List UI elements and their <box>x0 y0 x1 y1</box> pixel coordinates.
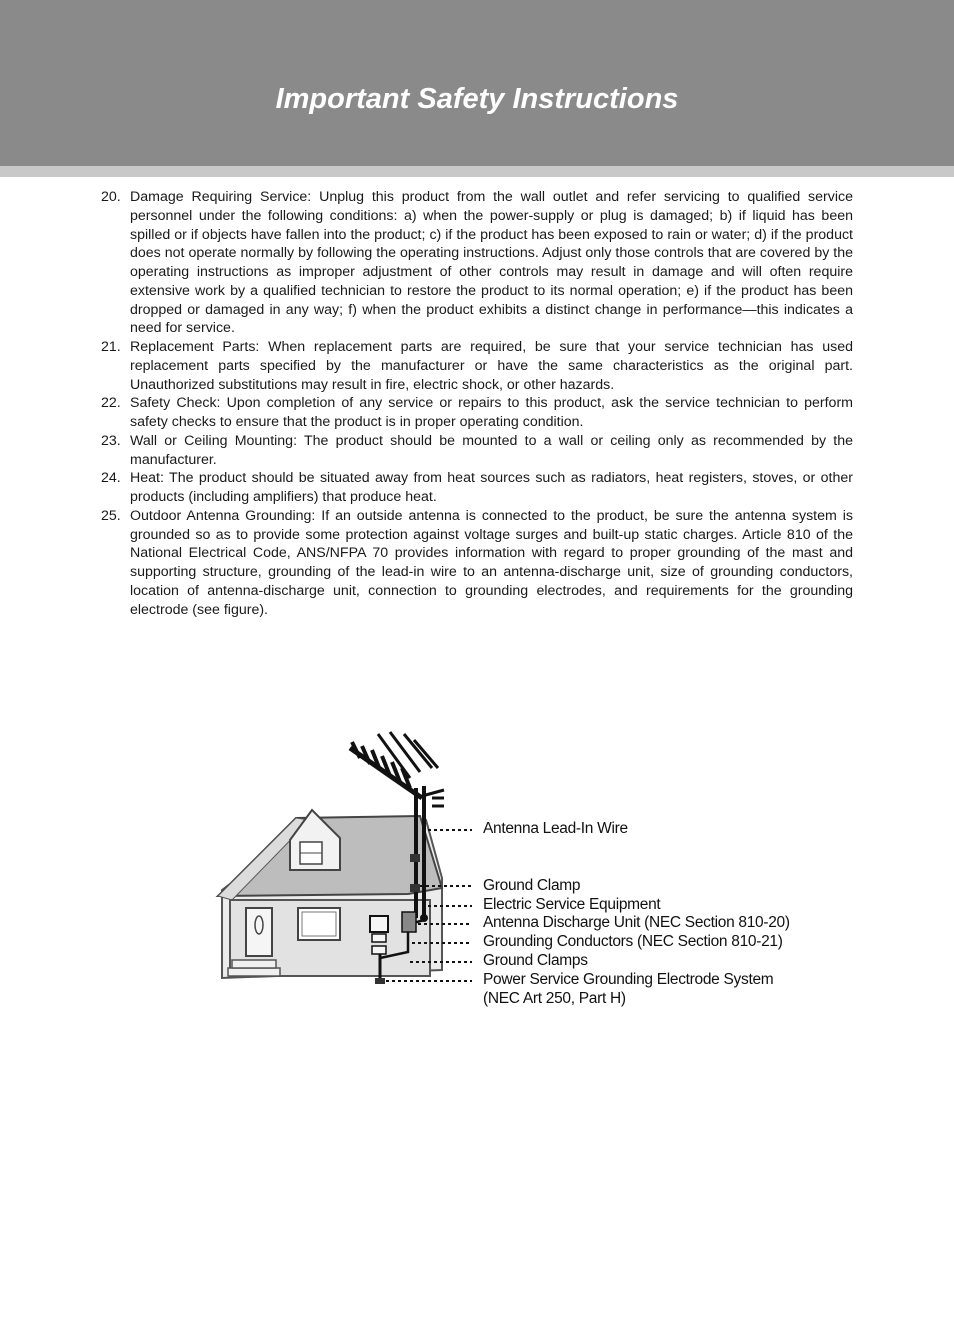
item-number: 20. <box>101 189 121 205</box>
label-antenna-discharge-unit: Antenna Discharge Unit (NEC Section 810-20) <box>483 914 790 932</box>
label-ground-clamp: Ground Clamp <box>483 876 581 894</box>
item-number: 22. <box>101 395 121 412</box>
label-electric-service-equipment: Electric Service Equipment <box>483 895 661 913</box>
label-lead-in-wire: Antenna Lead-In Wire <box>483 820 628 837</box>
label-grounding-electrode-reference: (NEC Art 250, Part H) <box>483 989 626 1007</box>
item-text: Wall or Ceiling Mounting: The product should be mounted to a wall or ceiling only as recommended by the manufacturer. <box>130 432 853 468</box>
instruction-24 <box>96 469 853 507</box>
instruction-20 <box>96 188 853 338</box>
header-divider <box>0 166 954 177</box>
safety-instructions-list <box>96 188 853 619</box>
instruction-21 <box>96 338 853 394</box>
item-text: Safety Check: Upon completion of any service or repairs to this product, ask the service technician to perform safety checks to ensure that the product is in proper operating condition. <box>130 395 853 430</box>
item-text: Damage Requiring Service: Unplug this product from the wall outlet and refer servicing to qualified service personnel under the following conditions: a) when the power-supply or plug is damaged; b) if liquid has been spilled or if objects have fallen into the product; c) if the product has been exposed to rain or water; d) if the product does not operate normally by following the operating instructions. Adjust only those controls that are covered by the operating instructions as improper adjustment of other controls may result in damage and will often require extensive work by a qualified technician to restore the product to its normal operation; e) if the product has been dropped or damaged in any way; f) when the product exhibits a distinct change in performance—this indicates a need for service. <box>130 189 853 337</box>
page-title: Important Safety Instructions <box>275 83 679 115</box>
antenna-grounding-figure <box>210 728 810 1028</box>
item-text: Outdoor Antenna Grounding: If an outside antenna is connected to the product, be sure the antenna system is grounded so as to provide some protection against voltage surges and built-up static charges. Article 810 of the National Electrical Code, ANS/NFPA 70 provides information with regard to proper grounding of the mast and supporting structure, grounding of the lead-in wire to an antenna-discharge unit, size of grounding conductors, location of antenna-discharge unit, connection to grounding electrodes, and requirements for the grounding electrode (see figure). <box>130 507 853 618</box>
instruction-22 <box>96 394 853 432</box>
item-number: 25. <box>101 507 121 524</box>
item-number: 21. <box>101 339 121 355</box>
item-text: Replacement Parts: When replacement parts are required, be sure that your service technician has used replacement parts specified by the manufacturer or have the same characteristics as the original part. Unauthorized substitutions may result in fire, electric shock, or other hazards. <box>130 339 853 393</box>
label-grounding-electrode-system: Power Service Grounding Electrode System <box>483 970 774 988</box>
item-number: 23. <box>101 432 121 449</box>
label-grounding-conductors: Grounding Conductors (NEC Section 810-21) <box>483 933 783 951</box>
instruction-23 <box>96 432 853 470</box>
instruction-25 <box>96 507 853 620</box>
item-text: Heat: The product should be situated away from heat sources such as radiators, heat registers, stoves, or other products (including amplifiers) that produce heat. <box>130 470 853 505</box>
figure-legend <box>483 820 790 1008</box>
label-ground-clamps: Ground Clamps <box>483 951 588 969</box>
item-number: 24. <box>101 470 121 487</box>
